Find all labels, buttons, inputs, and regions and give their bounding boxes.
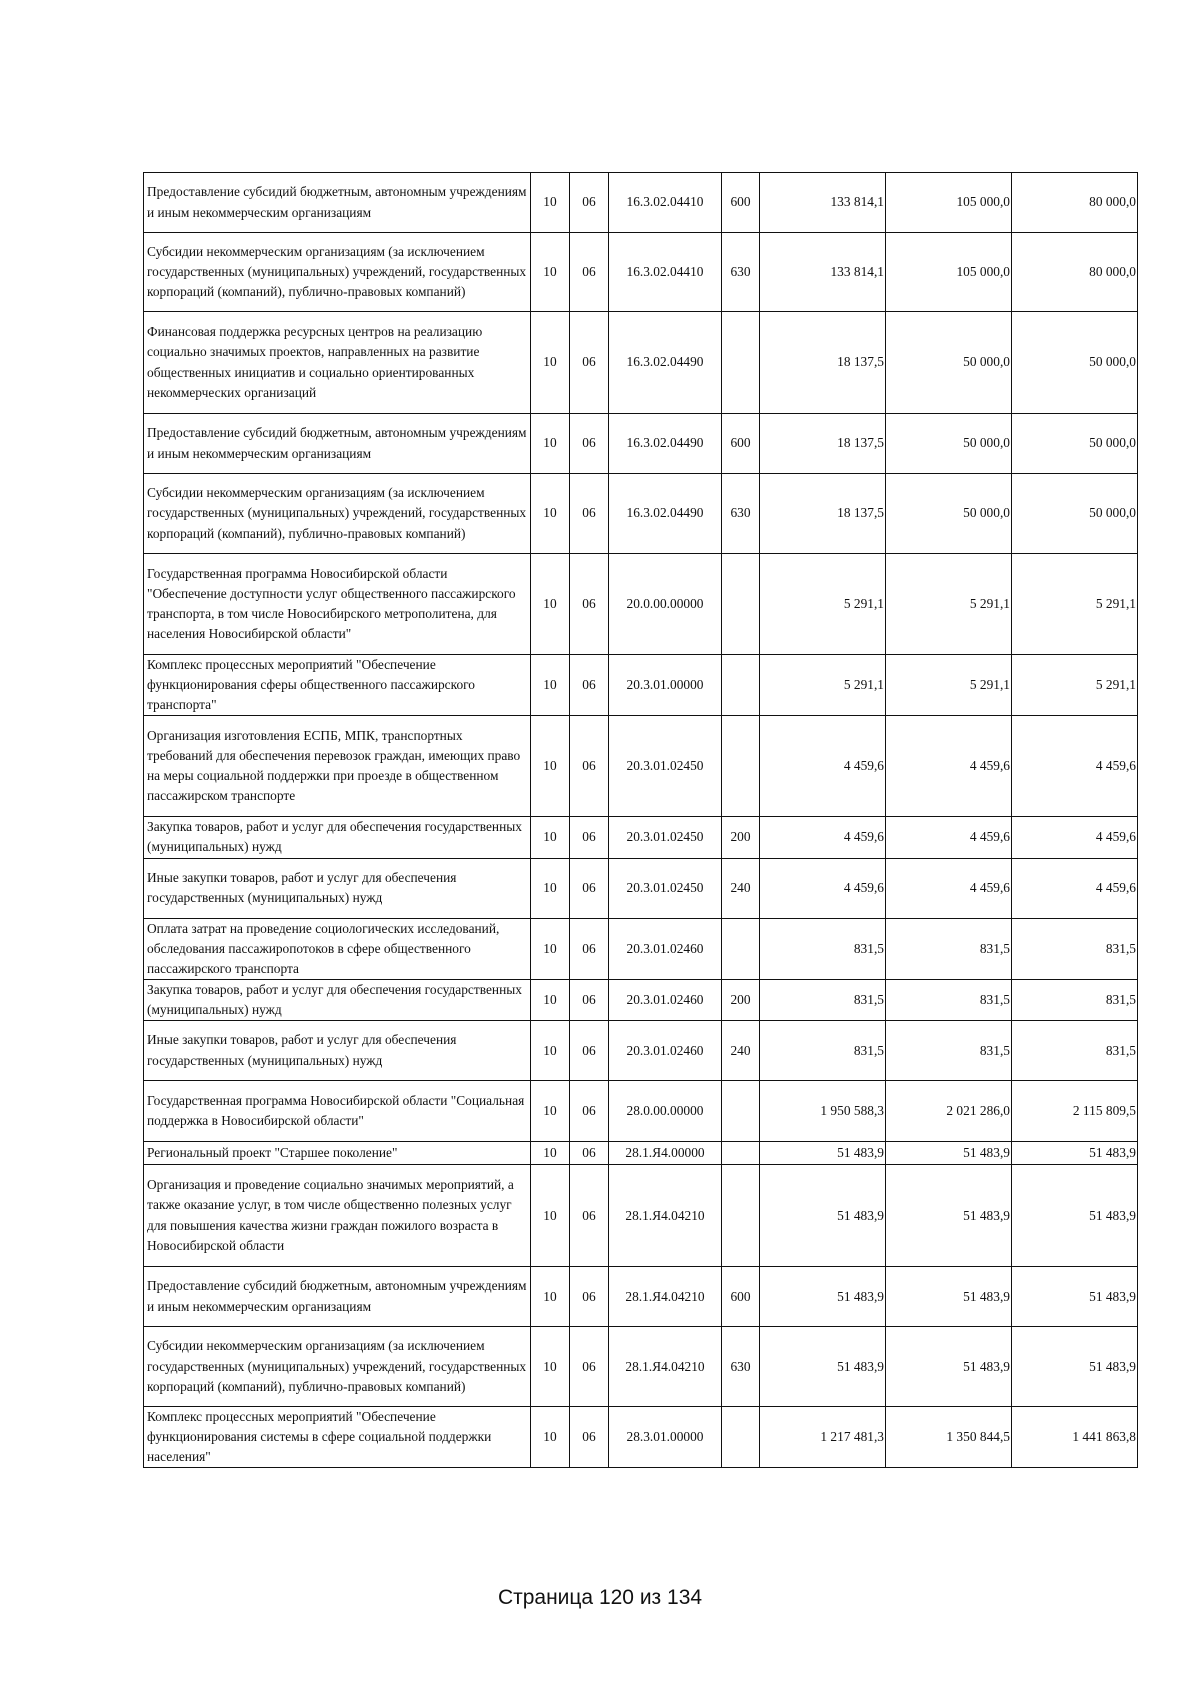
- row-amount-year-1: 18 137,5: [760, 312, 886, 414]
- row-subsection: 06: [570, 173, 609, 233]
- row-amount-year-2: 105 000,0: [886, 173, 1012, 233]
- row-subsection: 06: [570, 716, 609, 817]
- row-amount-year-2: 51 483,9: [886, 1327, 1012, 1407]
- row-subsection: 06: [570, 233, 609, 312]
- row-amount-year-3: 51 483,9: [1012, 1165, 1138, 1267]
- row-section: 10: [531, 173, 570, 233]
- row-amount-year-1: 133 814,1: [760, 173, 886, 233]
- row-target-article: 20.3.01.02450: [609, 858, 722, 918]
- row-amount-year-2: 2 021 286,0: [886, 1081, 1012, 1142]
- row-amount-year-3: 4 459,6: [1012, 817, 1138, 858]
- row-name: Субсидии некоммерческим организациям (за исключением государственных (муниципальных) учреждений, государственных корпораций (компаний), публично-правовых компаний): [144, 1327, 531, 1407]
- row-target-article: 16.3.02.04410: [609, 233, 722, 312]
- row-amount-year-2: 831,5: [886, 979, 1012, 1020]
- row-name: Предоставление субсидий бюджетным, автономным учреждениям и иным некоммерческим организациям: [144, 1267, 531, 1327]
- row-expense-type: 630: [722, 1327, 760, 1407]
- table-row: [144, 858, 1138, 918]
- row-name: Предоставление субсидий бюджетным, автономным учреждениям и иным некоммерческим организациям: [144, 173, 531, 233]
- row-amount-year-2: 50 000,0: [886, 414, 1012, 474]
- table-row: [144, 655, 1138, 716]
- row-section: 10: [531, 918, 570, 979]
- row-subsection: 06: [570, 858, 609, 918]
- row-amount-year-3: 4 459,6: [1012, 716, 1138, 817]
- row-expense-type: 200: [722, 979, 760, 1020]
- row-section: 10: [531, 1267, 570, 1327]
- row-amount-year-1: 133 814,1: [760, 233, 886, 312]
- row-amount-year-1: 51 483,9: [760, 1165, 886, 1267]
- row-subsection: 06: [570, 1021, 609, 1081]
- row-target-article: 28.1.Я4.04210: [609, 1165, 722, 1267]
- row-amount-year-2: 5 291,1: [886, 655, 1012, 716]
- row-target-article: 20.3.01.02460: [609, 918, 722, 979]
- row-amount-year-3: 831,5: [1012, 1021, 1138, 1081]
- row-subsection: 06: [570, 918, 609, 979]
- row-name: Комплекс процессных мероприятий "Обеспечение функционирования сферы общественного пассажирского транспорта": [144, 655, 531, 716]
- row-expense-type: [722, 655, 760, 716]
- row-subsection: 06: [570, 979, 609, 1020]
- row-name: Субсидии некоммерческим организациям (за исключением государственных (муниципальных) учреждений, государственных корпораций (компаний), публично-правовых компаний): [144, 233, 531, 312]
- table-row: [144, 173, 1138, 233]
- row-name: Организация изготовления ЕСПБ, МПК, транспортных требований для обеспечения перевозок граждан, имеющих право на меры социальной поддержки при проезде в общественном пассажирском транспорте: [144, 716, 531, 817]
- table-row: [144, 1407, 1138, 1468]
- row-amount-year-3: 51 483,9: [1012, 1267, 1138, 1327]
- row-expense-type: 200: [722, 817, 760, 858]
- row-subsection: 06: [570, 1142, 609, 1165]
- row-expense-type: 240: [722, 1021, 760, 1081]
- row-name: Организация и проведение социально значимых мероприятий, а также оказание услуг, в том числе общественно полезных услуг для повышения качества жизни граждан пожилого возраста в Новосибирской области: [144, 1165, 531, 1267]
- page-number: Страница 120 из 134: [497, 1586, 703, 1609]
- row-amount-year-1: 51 483,9: [760, 1267, 886, 1327]
- row-target-article: 28.0.00.00000: [609, 1081, 722, 1142]
- row-section: 10: [531, 1021, 570, 1081]
- row-amount-year-3: 5 291,1: [1012, 554, 1138, 655]
- row-subsection: 06: [570, 1407, 609, 1468]
- row-target-article: 28.1.Я4.04210: [609, 1327, 722, 1407]
- row-section: 10: [531, 414, 570, 474]
- row-amount-year-2: 4 459,6: [886, 716, 1012, 817]
- row-target-article: 20.0.00.00000: [609, 554, 722, 655]
- row-name: Финансовая поддержка ресурсных центров на реализацию социально значимых проектов, направленных на развитие общественных инициатив и социально ориентированных некоммерческих организаций: [144, 312, 531, 414]
- row-section: 10: [531, 312, 570, 414]
- row-amount-year-3: 51 483,9: [1012, 1327, 1138, 1407]
- table-row: [144, 1267, 1138, 1327]
- row-expense-type: 630: [722, 233, 760, 312]
- row-name: Комплекс процессных мероприятий "Обеспечение функционирования системы в сфере социальной поддержки населения": [144, 1407, 531, 1468]
- row-name: Предоставление субсидий бюджетным, автономным учреждениям и иным некоммерческим организациям: [144, 414, 531, 474]
- row-amount-year-2: 51 483,9: [886, 1142, 1012, 1165]
- row-target-article: 20.3.01.02460: [609, 1021, 722, 1081]
- table-row: [144, 414, 1138, 474]
- row-expense-type: [722, 554, 760, 655]
- row-name: Иные закупки товаров, работ и услуг для обеспечения государственных (муниципальных) нужд: [144, 858, 531, 918]
- row-target-article: 28.1.Я4.00000: [609, 1142, 722, 1165]
- row-section: 10: [531, 858, 570, 918]
- row-name: Иные закупки товаров, работ и услуг для обеспечения государственных (муниципальных) нужд: [144, 1021, 531, 1081]
- row-section: 10: [531, 474, 570, 554]
- row-amount-year-3: 50 000,0: [1012, 414, 1138, 474]
- row-amount-year-2: 51 483,9: [886, 1267, 1012, 1327]
- row-expense-type: [722, 312, 760, 414]
- row-name: Субсидии некоммерческим организациям (за исключением государственных (муниципальных) учреждений, государственных корпораций (компаний), публично-правовых компаний): [144, 474, 531, 554]
- row-amount-year-1: 5 291,1: [760, 655, 886, 716]
- row-subsection: 06: [570, 655, 609, 716]
- row-target-article: 16.3.02.04410: [609, 173, 722, 233]
- row-amount-year-2: 831,5: [886, 1021, 1012, 1081]
- table-body: [144, 173, 1138, 1468]
- row-subsection: 06: [570, 312, 609, 414]
- row-expense-type: [722, 1407, 760, 1468]
- row-amount-year-2: 50 000,0: [886, 474, 1012, 554]
- row-amount-year-3: 50 000,0: [1012, 312, 1138, 414]
- row-section: 10: [531, 1142, 570, 1165]
- row-target-article: 16.3.02.04490: [609, 414, 722, 474]
- row-amount-year-3: 80 000,0: [1012, 233, 1138, 312]
- row-subsection: 06: [570, 1081, 609, 1142]
- table-row: [144, 1081, 1138, 1142]
- table-row: [144, 918, 1138, 979]
- row-target-article: 28.3.01.00000: [609, 1407, 722, 1468]
- row-subsection: 06: [570, 474, 609, 554]
- row-amount-year-1: 831,5: [760, 979, 886, 1020]
- table-row: [144, 979, 1138, 1020]
- budget-table: [143, 172, 1138, 1468]
- row-expense-type: 630: [722, 474, 760, 554]
- row-section: 10: [531, 979, 570, 1020]
- row-target-article: 20.3.01.02460: [609, 979, 722, 1020]
- row-expense-type: 600: [722, 1267, 760, 1327]
- table-row: [144, 1142, 1138, 1165]
- table-row: [144, 716, 1138, 817]
- row-subsection: 06: [570, 817, 609, 858]
- row-section: 10: [531, 1327, 570, 1407]
- row-amount-year-2: 50 000,0: [886, 312, 1012, 414]
- table-row: [144, 1021, 1138, 1081]
- row-target-article: 20.3.01.00000: [609, 655, 722, 716]
- row-section: 10: [531, 817, 570, 858]
- table-row: [144, 1327, 1138, 1407]
- row-amount-year-2: 51 483,9: [886, 1165, 1012, 1267]
- table-row: [144, 474, 1138, 554]
- row-amount-year-3: 50 000,0: [1012, 474, 1138, 554]
- row-amount-year-1: 4 459,6: [760, 817, 886, 858]
- row-amount-year-1: 51 483,9: [760, 1142, 886, 1165]
- row-target-article: 20.3.01.02450: [609, 817, 722, 858]
- row-amount-year-3: 5 291,1: [1012, 655, 1138, 716]
- row-expense-type: 600: [722, 414, 760, 474]
- row-target-article: 20.3.01.02450: [609, 716, 722, 817]
- row-section: 10: [531, 233, 570, 312]
- table-row: [144, 554, 1138, 655]
- row-target-article: 16.3.02.04490: [609, 474, 722, 554]
- row-amount-year-3: 51 483,9: [1012, 1142, 1138, 1165]
- row-amount-year-2: 1 350 844,5: [886, 1407, 1012, 1468]
- row-amount-year-3: 2 115 809,5: [1012, 1081, 1138, 1142]
- row-expense-type: [722, 716, 760, 817]
- row-amount-year-3: 80 000,0: [1012, 173, 1138, 233]
- row-amount-year-1: 1 217 481,3: [760, 1407, 886, 1468]
- row-amount-year-1: 5 291,1: [760, 554, 886, 655]
- row-section: 10: [531, 655, 570, 716]
- row-expense-type: [722, 1081, 760, 1142]
- row-amount-year-2: 5 291,1: [886, 554, 1012, 655]
- row-name: Региональный проект "Старшее поколение": [144, 1142, 531, 1165]
- table-row: [144, 312, 1138, 414]
- row-name: Государственная программа Новосибирской области "Обеспечение доступности услуг общественного пассажирского транспорта, в том числе Новосибирского метрополитена, для населения Новосибирской области": [144, 554, 531, 655]
- row-amount-year-3: 1 441 863,8: [1012, 1407, 1138, 1468]
- row-name: Оплата затрат на проведение социологических исследований, обследования пассажиропотоков в сфере общественного пассажирского транспорта: [144, 918, 531, 979]
- row-amount-year-2: 4 459,6: [886, 858, 1012, 918]
- row-section: 10: [531, 1081, 570, 1142]
- row-expense-type: [722, 918, 760, 979]
- row-amount-year-2: 831,5: [886, 918, 1012, 979]
- row-subsection: 06: [570, 1165, 609, 1267]
- row-subsection: 06: [570, 554, 609, 655]
- table-row: [144, 1165, 1138, 1267]
- row-amount-year-1: 831,5: [760, 918, 886, 979]
- row-amount-year-1: 4 459,6: [760, 716, 886, 817]
- row-amount-year-3: 831,5: [1012, 979, 1138, 1020]
- row-amount-year-1: 1 950 588,3: [760, 1081, 886, 1142]
- row-amount-year-3: 4 459,6: [1012, 858, 1138, 918]
- row-expense-type: [722, 1165, 760, 1267]
- row-subsection: 06: [570, 1327, 609, 1407]
- row-amount-year-3: 831,5: [1012, 918, 1138, 979]
- row-subsection: 06: [570, 414, 609, 474]
- row-amount-year-2: 105 000,0: [886, 233, 1012, 312]
- row-target-article: 28.1.Я4.04210: [609, 1267, 722, 1327]
- row-name: Закупка товаров, работ и услуг для обеспечения государственных (муниципальных) нужд: [144, 979, 531, 1020]
- row-amount-year-1: 51 483,9: [760, 1327, 886, 1407]
- row-name: Государственная программа Новосибирской области "Социальная поддержка в Новосибирской области": [144, 1081, 531, 1142]
- row-target-article: 16.3.02.04490: [609, 312, 722, 414]
- table-row: [144, 817, 1138, 858]
- row-subsection: 06: [570, 1267, 609, 1327]
- row-amount-year-1: 4 459,6: [760, 858, 886, 918]
- row-name: Закупка товаров, работ и услуг для обеспечения государственных (муниципальных) нужд: [144, 817, 531, 858]
- row-amount-year-1: 18 137,5: [760, 474, 886, 554]
- table-row: [144, 233, 1138, 312]
- row-expense-type: 240: [722, 858, 760, 918]
- row-amount-year-1: 18 137,5: [760, 414, 886, 474]
- row-section: 10: [531, 1165, 570, 1267]
- row-section: 10: [531, 716, 570, 817]
- row-amount-year-1: 831,5: [760, 1021, 886, 1081]
- row-section: 10: [531, 1407, 570, 1468]
- row-section: 10: [531, 554, 570, 655]
- row-expense-type: 600: [722, 173, 760, 233]
- row-expense-type: [722, 1142, 760, 1165]
- row-amount-year-2: 4 459,6: [886, 817, 1012, 858]
